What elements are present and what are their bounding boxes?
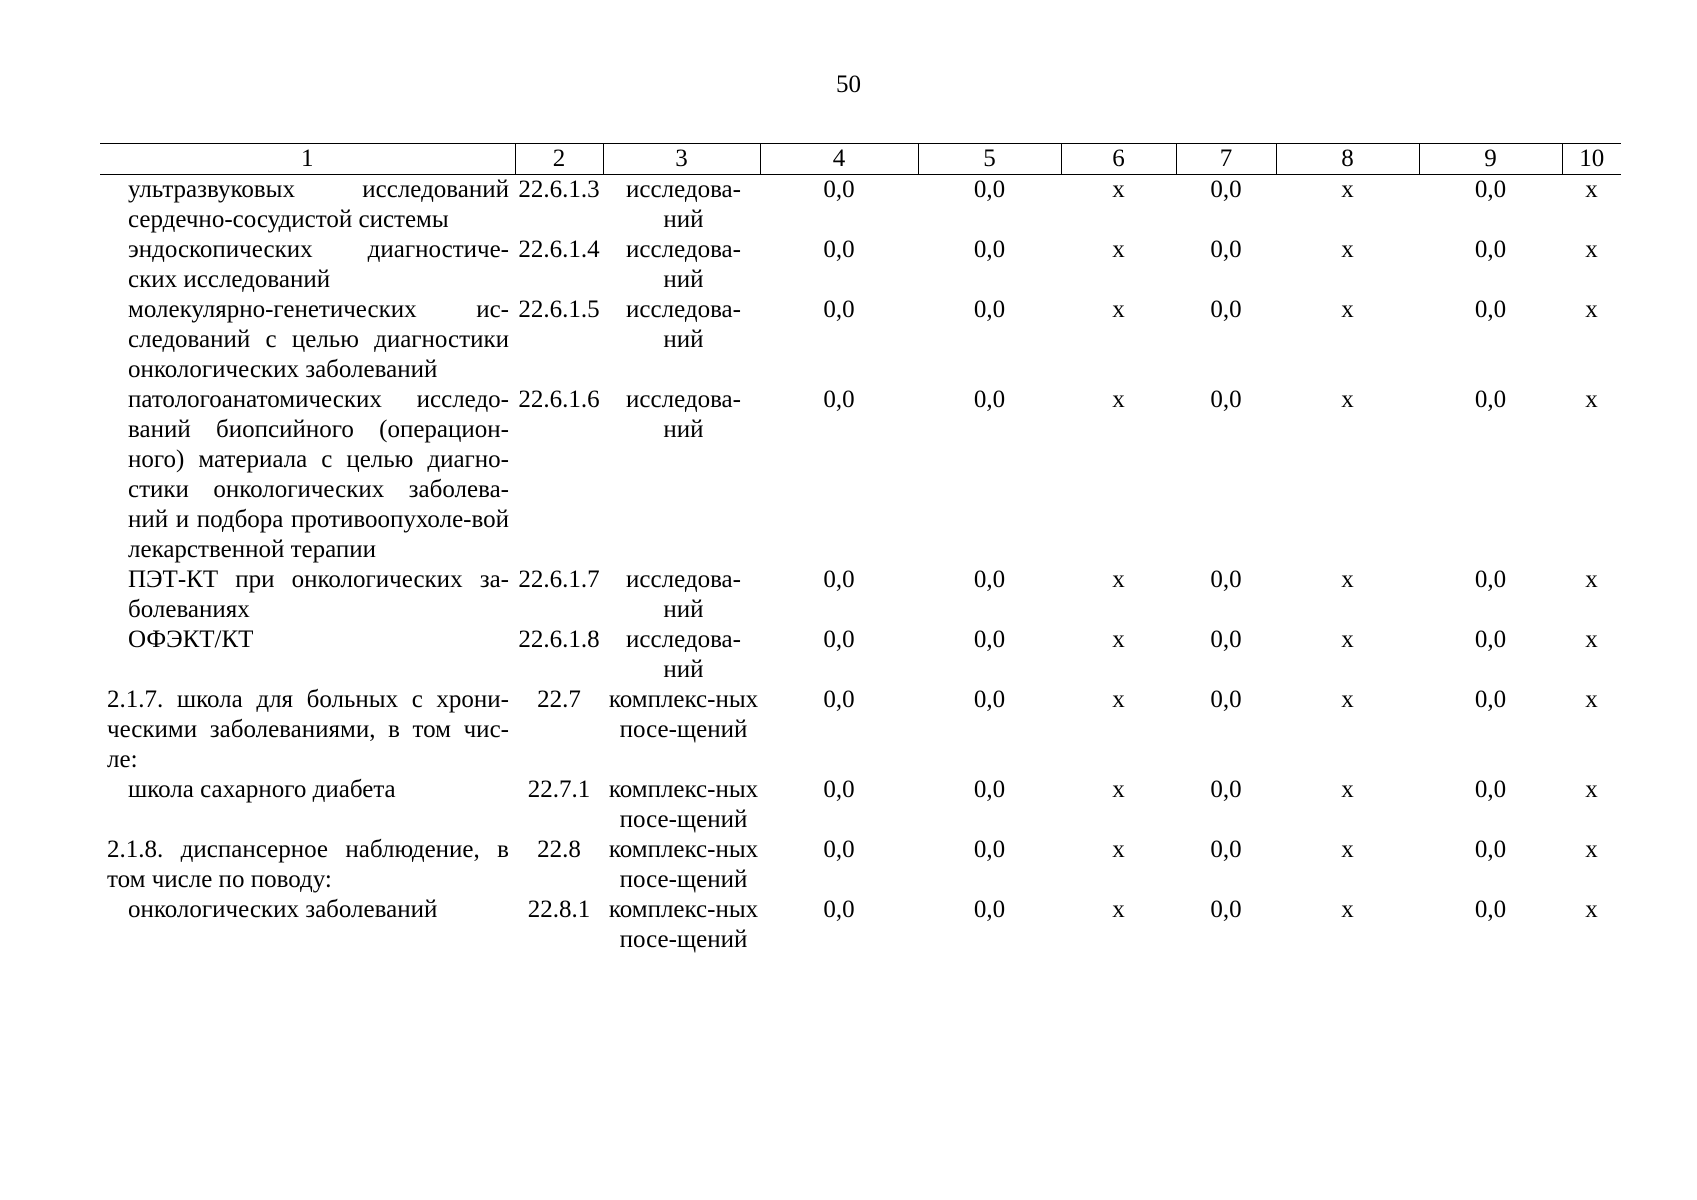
data-table (100, 143, 1621, 955)
header-cell-4: 4 (760, 144, 918, 175)
row-col5: 0,0 (973, 236, 1006, 263)
row-code: 22.6.1.4 (518, 236, 600, 263)
row-col10: х (1585, 836, 1598, 863)
row-col7: 0,0 (1210, 836, 1242, 863)
row-col8: х (1341, 566, 1354, 593)
row-code: 22.6.1.8 (518, 626, 600, 653)
row-unit: исследова-ний (626, 386, 741, 443)
row-name: ПЭТ-КТ при онкологических за-болеваниях (128, 566, 509, 623)
row-col6: х (1112, 386, 1125, 413)
row-unit: исследова-ний (626, 296, 741, 353)
row-col9: 0,0 (1474, 566, 1507, 593)
row-col8: х (1341, 776, 1354, 803)
row-name: ОФЭКТ/КТ (128, 626, 254, 653)
table-row (100, 625, 1621, 685)
row-col7: 0,0 (1210, 566, 1242, 593)
table-row (100, 775, 1621, 835)
table-row (100, 295, 1621, 385)
row-col7: 0,0 (1210, 296, 1242, 323)
row-col5: 0,0 (973, 386, 1006, 413)
row-col9: 0,0 (1474, 296, 1507, 323)
row-col10: х (1585, 776, 1598, 803)
row-col10: х (1585, 236, 1598, 263)
header-row (100, 144, 1621, 175)
row-col9: 0,0 (1474, 626, 1507, 653)
row-col9: 0,0 (1474, 236, 1507, 263)
row-col7: 0,0 (1210, 776, 1242, 803)
row-col6: х (1112, 296, 1125, 323)
row-col8: х (1341, 236, 1354, 263)
row-col6: х (1112, 626, 1125, 653)
row-unit: исследова-ний (626, 176, 741, 233)
row-unit: комплекс-ных посе-щений (608, 896, 759, 953)
row-col5: 0,0 (973, 176, 1006, 203)
row-col5: 0,0 (973, 296, 1006, 323)
row-unit: комплекс-ных посе-щений (608, 776, 759, 833)
table-row (100, 685, 1621, 775)
row-col5: 0,0 (973, 626, 1006, 653)
row-col8: х (1341, 176, 1354, 203)
row-col8: х (1341, 626, 1354, 653)
row-col10: х (1585, 176, 1598, 203)
row-unit: комплекс-ных посе-щений (608, 836, 759, 893)
header-cell-9: 9 (1419, 144, 1562, 175)
row-name: 2.1.8. диспансерное наблюдение, в том числе по поводу: (107, 836, 509, 893)
row-name: молекулярно-генетических ис-следований с целью диагностики онкологических заболеваний (128, 296, 509, 383)
row-code: 22.6.1.3 (518, 176, 600, 203)
row-name: ультразвуковых исследований сердечно-сосудистой системы (128, 176, 509, 233)
row-name: эндоскопических диагностиче-ских исследований (128, 236, 509, 293)
row-col5: 0,0 (973, 836, 1006, 863)
row-col10: х (1585, 386, 1598, 413)
row-unit: исследова-ний (626, 236, 741, 293)
row-col6: х (1112, 686, 1125, 713)
row-name: 2.1.7. школа для больных с хрони-ческими заболеваниями, в том чис-ле: (107, 686, 509, 773)
row-col6: х (1112, 836, 1125, 863)
row-col4: 0,0 (823, 626, 855, 653)
row-col6: х (1112, 236, 1125, 263)
row-col4: 0,0 (823, 896, 855, 923)
row-col6: х (1112, 776, 1125, 803)
row-code: 22.6.1.6 (518, 386, 600, 413)
page-number: 50 (836, 71, 861, 98)
row-unit: исследова-ний (626, 626, 741, 683)
row-code: 22.7 (537, 686, 581, 713)
row-col5: 0,0 (973, 896, 1006, 923)
row-col8: х (1341, 296, 1354, 323)
table-row (100, 835, 1621, 895)
row-col4: 0,0 (823, 566, 855, 593)
header-cell-10: 10 (1562, 144, 1621, 175)
row-col4: 0,0 (823, 686, 855, 713)
row-unit: комплекс-ных посе-щений (608, 686, 759, 743)
row-name: патологоанатомических исследо-ваний биопсийного (операцион-ного) материала с целью диагно-стики онкологических заболева-ний и подбора противоопухоле-вой лекарственной терапии (128, 386, 509, 563)
row-col4: 0,0 (823, 836, 855, 863)
row-col5: 0,0 (973, 566, 1006, 593)
row-col9: 0,0 (1474, 776, 1507, 803)
row-code: 22.8.1 (527, 896, 591, 923)
header-cell-7: 7 (1176, 144, 1276, 175)
row-col4: 0,0 (823, 776, 855, 803)
row-code: 22.6.1.5 (518, 296, 600, 323)
header-cell-5: 5 (918, 144, 1061, 175)
row-col10: х (1585, 296, 1598, 323)
table-row (100, 895, 1621, 955)
header-cell-3: 3 (603, 144, 760, 175)
row-col10: х (1585, 626, 1598, 653)
row-col8: х (1341, 836, 1354, 863)
row-col7: 0,0 (1210, 686, 1242, 713)
row-col7: 0,0 (1210, 176, 1242, 203)
row-col7: 0,0 (1210, 386, 1242, 413)
row-col9: 0,0 (1474, 686, 1507, 713)
row-col9: 0,0 (1474, 836, 1507, 863)
row-col5: 0,0 (973, 686, 1006, 713)
row-col4: 0,0 (823, 386, 855, 413)
row-col6: х (1112, 566, 1125, 593)
row-col4: 0,0 (823, 176, 855, 203)
row-col6: х (1112, 176, 1125, 203)
row-code: 22.8 (537, 836, 581, 863)
row-col7: 0,0 (1210, 626, 1242, 653)
row-col6: х (1112, 896, 1125, 923)
row-col9: 0,0 (1474, 176, 1507, 203)
row-col4: 0,0 (823, 236, 855, 263)
row-col7: 0,0 (1210, 236, 1242, 263)
row-name: школа сахарного диабета (128, 776, 396, 803)
header-cell-8: 8 (1276, 144, 1419, 175)
table-row (100, 175, 1621, 236)
header-cell-6: 6 (1061, 144, 1176, 175)
row-code: 22.6.1.7 (518, 566, 600, 593)
row-unit: исследова-ний (626, 566, 741, 623)
row-col8: х (1341, 896, 1354, 923)
row-col4: 0,0 (823, 296, 855, 323)
row-col9: 0,0 (1474, 896, 1507, 923)
header-cell-2: 2 (515, 144, 603, 175)
row-col10: х (1585, 686, 1598, 713)
header-cell-1: 1 (100, 144, 515, 175)
row-col7: 0,0 (1210, 896, 1242, 923)
table-row (100, 565, 1621, 625)
row-col9: 0,0 (1474, 386, 1507, 413)
row-col10: х (1585, 896, 1598, 923)
table-row (100, 235, 1621, 295)
row-col8: х (1341, 686, 1354, 713)
table-row (100, 385, 1621, 565)
row-col5: 0,0 (973, 776, 1006, 803)
row-col8: х (1341, 386, 1354, 413)
row-col10: х (1585, 566, 1598, 593)
row-name: онкологических заболеваний (128, 896, 438, 923)
row-code: 22.7.1 (527, 776, 591, 803)
